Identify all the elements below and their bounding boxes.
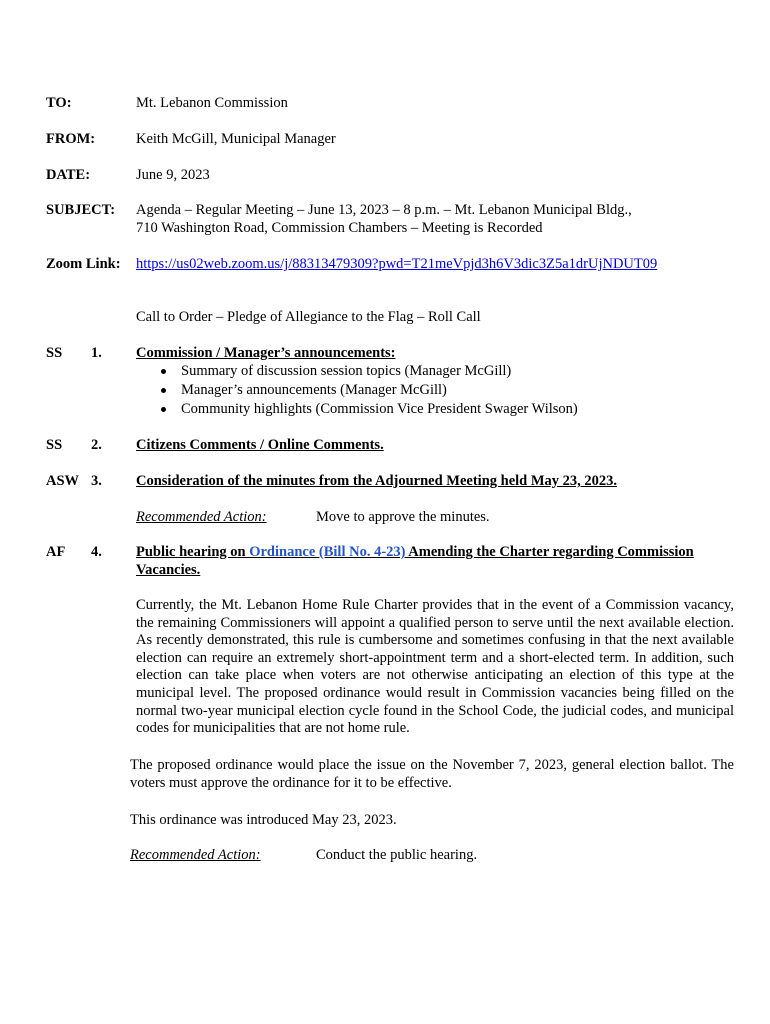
item-3-action-label: Recommended Action: [136,509,267,525]
from-value: Keith McGill, Municipal Manager [136,131,336,147]
call-to-order: Call to Order – Pledge of Allegiance to the Flag – Roll Call [136,309,481,325]
date-value: June 9, 2023 [136,167,210,183]
item-1-number: 1. [91,345,102,361]
item-4-number: 4. [91,544,102,560]
item-3-action-text: Move to approve the minutes. [316,509,490,525]
item-1-title: Commission / Manager’s announcements: [136,345,396,361]
item-2-number: 2. [91,437,102,453]
item-1-code: SS [46,345,63,361]
item-3-number: 3. [91,473,102,489]
list-item: Community highlights (Commission Vice President Swager Wilson) [136,400,578,419]
item-1-bullet-list [136,362,578,419]
item-3-title: Consideration of the minutes from the Adjourned Meeting held May 23, 2023. [136,473,618,489]
zoom-link[interactable]: https://us02web.zoom.us/j/88313479309?pwd=T21meVpjd3h6V3dic3Z5a1drUjNDUT09 [136,256,658,272]
item-4-title-line-2: Vacancies. [136,562,201,578]
to-value: Mt. Lebanon Commission [136,95,288,111]
item-3-code: ASW [46,473,80,489]
list-item: Summary of discussion session topics (Manager McGill) [136,362,578,381]
item-4-paragraph-2: The proposed ordinance would place the issue on the November 7, 2023, general election ballot. The voters must approve the ordinance for it to be effective. [130,757,734,791]
item-4-action-label: Recommended Action: [130,847,261,863]
item-2-code: SS [46,437,63,453]
date-label: DATE: [46,167,91,183]
item-4-paragraph-3: This ordinance was introduced May 23, 2023. [130,812,397,828]
item-4-code: AF [46,544,66,560]
item-4-title-suffix: Amending the Charter regarding Commission [405,544,694,560]
item-4-title-line-1 [136,543,694,561]
from-label: FROM: [46,131,96,147]
item-2-title: Citizens Comments / Online Comments. [136,437,384,453]
ordinance-link[interactable]: Ordinance (Bill No. 4-23) [249,544,406,560]
item-4-paragraph-1: Currently, the Mt. Lebanon Home Rule Charter provides that in the event of a Commission vacancy, the remaining Commissioners will appoint a qualified person to serve until the next available election. As recently demonstrated, this rule is cumbersome and sometimes confusing in that the next available election can require an extremely short-appointment term and a short-elected term. In addition, such election can take place when voters are not otherwise anticipating an election of this type at the municipal level. The proposed ordinance would result in Commission vacancies being filled on the normal two-year municipal election cycle found in the School Code, the judicial codes, and municipal codes for municipalities that are not home rule. [136,597,734,737]
zoom-label: Zoom Link: [46,256,121,272]
subject-line-2: 710 Washington Road, Commission Chambers – Meeting is Recorded [136,220,543,236]
to-label: TO: [46,95,72,111]
item-4-title-prefix: Public hearing on [136,544,250,560]
list-item: Manager’s announcements (Manager McGill) [136,381,578,400]
subject-label: SUBJECT: [46,202,116,218]
subject-line-1: Agenda – Regular Meeting – June 13, 2023 – 8 p.m. – Mt. Lebanon Municipal Bldg., [136,202,632,218]
item-4-action-text: Conduct the public hearing. [316,847,478,863]
